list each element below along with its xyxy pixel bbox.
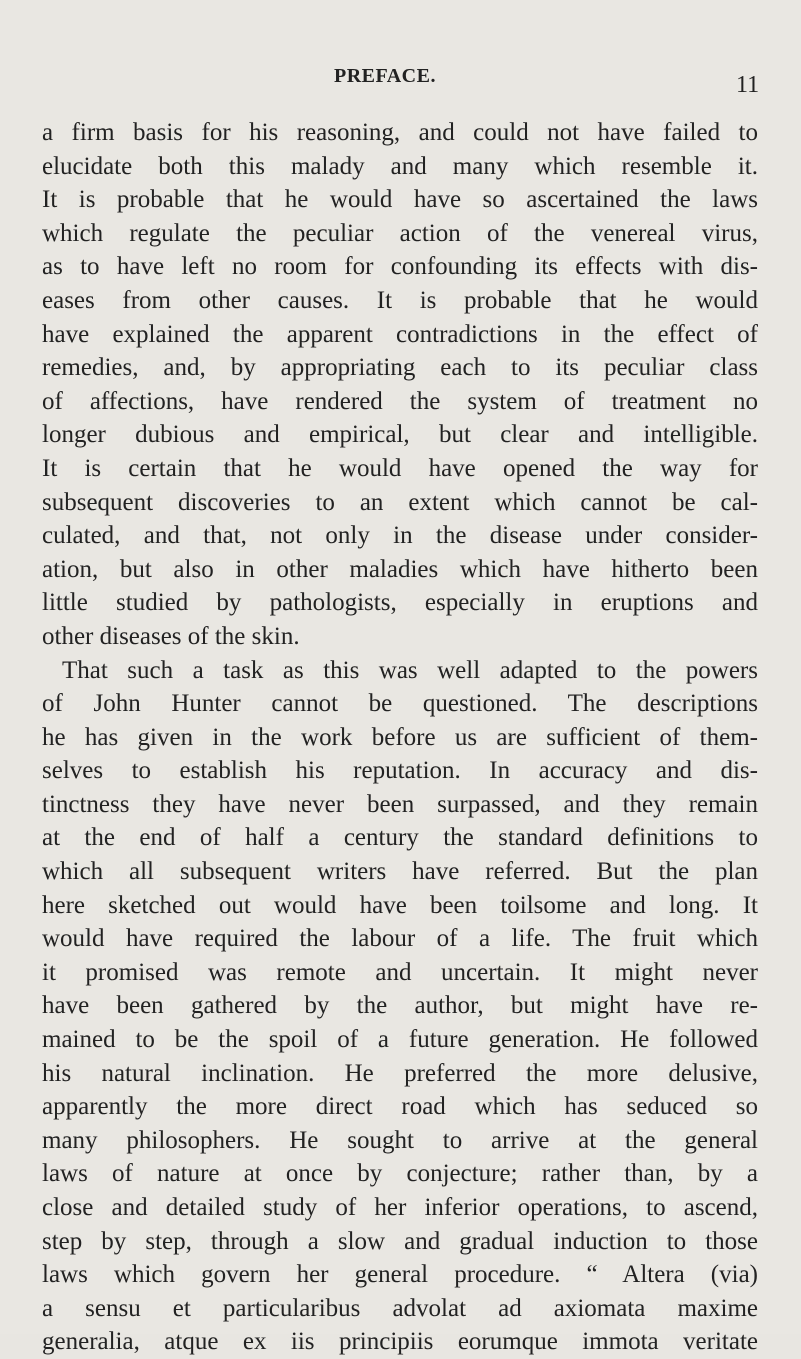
text-line: It is certain that he would have opened the way for <box>42 454 758 482</box>
text-line: laws which govern her general procedure. “ Altera (via) <box>42 1261 758 1289</box>
text-line: as to have left no room for confounding its effects with dis- <box>42 253 758 281</box>
paragraph-start-line: That such a task as this was well adapted to the powers <box>62 656 758 684</box>
text-line: remedies, and, by appropriating each to its peculiar class <box>42 354 758 382</box>
text-line: close and detailed study of her inferior operations, to ascend, <box>42 1194 758 1221</box>
text-line: here sketched out would have been toilsome and long. It <box>42 891 758 919</box>
running-title: PREFACE. <box>334 65 436 87</box>
text-line: apparently the more direct road which has seduced so <box>42 1093 758 1121</box>
text-line: of John Hunter cannot be questioned. The descriptions <box>42 690 758 718</box>
text-line: a firm basis for his reasoning, and could not have failed to <box>42 119 758 146</box>
text-line: his natural inclination. He preferred the more delusive, <box>42 1059 758 1087</box>
text-line: subsequent discoveries to an extent which cannot be cal- <box>42 488 758 516</box>
text-line: ation, but also in other maladies which have hitherto been <box>42 555 758 583</box>
text-line: longer dubious and empirical, but clear and intelligible. <box>42 421 758 449</box>
text-line: many philosophers. He sought to arrive at the general <box>42 1126 758 1154</box>
text-line: culated, and that, not only in the disease under consider- <box>42 522 758 550</box>
text-line: at the end of half a century the standard definitions to <box>42 824 758 852</box>
text-line: selves to establish his reputation. In accuracy and dis- <box>42 757 758 785</box>
paragraph-end-line: other diseases of the skin. <box>42 622 300 650</box>
text-line: have been gathered by the author, but might have re- <box>42 992 758 1020</box>
text-line: a sensu et particularibus advolat ad axiomata maxime <box>42 1294 758 1322</box>
text-line: which regulate the peculiar action of the venereal virus, <box>42 219 758 247</box>
text-line: step by step, through a slow and gradual induction to those <box>42 1227 758 1255</box>
text-line: which all subsequent writers have referred. But the plan <box>42 858 758 886</box>
page-number: 11 <box>736 72 760 98</box>
text-line: would have required the labour of a life. The fruit which <box>42 925 758 953</box>
text-line: laws of nature at once by conjecture; rather than, by a <box>42 1160 758 1188</box>
text-line: have explained the apparent contradictions in the effect of <box>42 320 758 348</box>
text-line: eases from other causes. It is probable that he would <box>42 286 758 314</box>
text-line: generalia, atque ex iis principiis eorumque immota veritate <box>42 1328 758 1356</box>
text-line: of affections, have rendered the system of treatment no <box>42 387 758 415</box>
text-line: mained to be the spoil of a future generation. He followed <box>42 1026 758 1054</box>
running-head <box>0 62 801 102</box>
text-line: elucidate both this malady and many which resemble it. <box>42 152 758 180</box>
text-line: it promised was remote and uncertain. It might never <box>42 958 758 986</box>
text-line: tinctness they have never been surpassed, and they remain <box>42 790 758 818</box>
text-line: he has given in the work before us are sufficient of them- <box>42 723 758 751</box>
text-line: little studied by pathologists, especially in eruptions and <box>42 589 758 617</box>
text-line: It is probable that he would have so ascertained the laws <box>42 186 758 214</box>
body-text <box>42 116 758 1359</box>
